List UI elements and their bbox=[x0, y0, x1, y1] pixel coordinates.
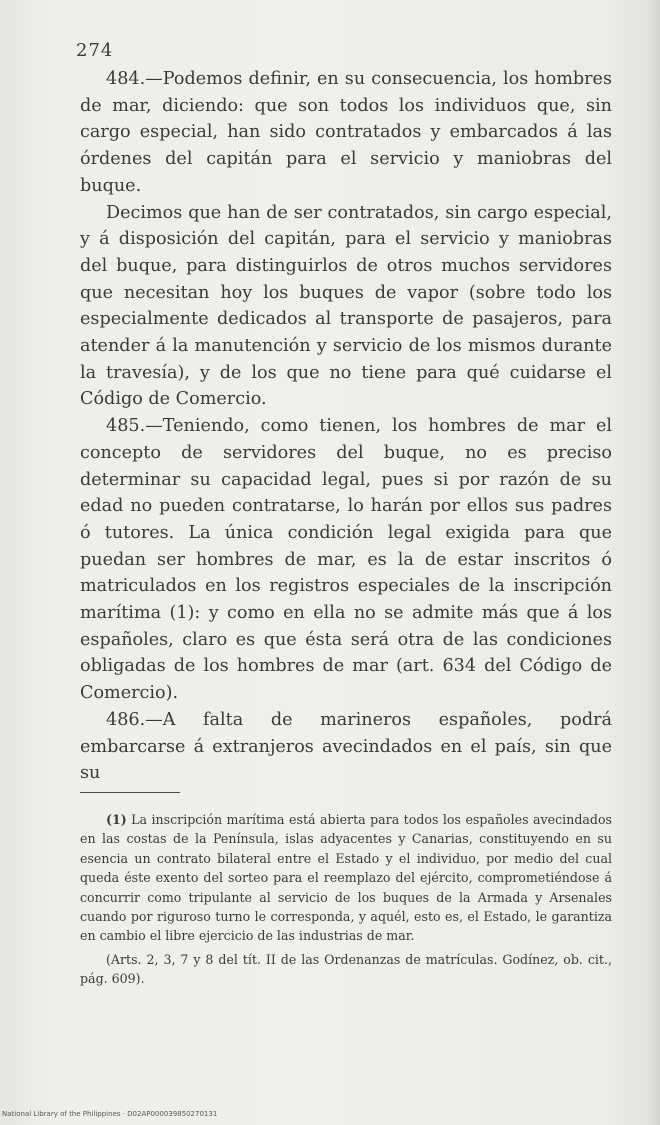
footnote-reference: (Arts. 2, 3, 7 y 8 del tít. II de las Ordenanzas de matrículas. Godínez, ob. cit., pág. 609). bbox=[80, 951, 612, 987]
footnote-divider bbox=[80, 792, 180, 793]
page-number: 274 bbox=[76, 40, 114, 61]
footnote-body bbox=[80, 810, 612, 946]
library-credit: National Library of the Philippines · D02AP000039850270131 bbox=[2, 1110, 218, 1118]
footnote-marker: (1) bbox=[106, 812, 127, 827]
paragraph-484: 484.—Podemos definir, en su consecuencia, los hombres de mar, diciendo: que son todos los individuos que, sin cargo especial, han sido contratados y embarcados á las órdenes del capitán para el servicio y maniobras del buque. bbox=[80, 69, 612, 196]
paragraph-486: 486.—A falta de marineros españoles, podrá embarcarse á extranjeros avecindados en el país, sin que su bbox=[80, 709, 612, 784]
paragraph-485: 485.—Teniendo, como tienen, los hombres de mar el concepto de servidores del buque, no es preciso determinar su capacidad legal, pues si por razón de su edad no pueden contratarse, lo harán por ellos sus padres ó tutores. La única condición legal exigida para que puedan ser hombres de mar, es la de estar inscritos ó matriculados en los registros especiales de la inscripción marítima (1): y como en ella no se admite más que á los españoles, claro es que ésta será otra de las condiciones obligadas de los hombres de mar (art. 634 del Código de Comercio). bbox=[80, 416, 612, 704]
paragraph-decimos: Decimos que han de ser contratados, sin cargo especial, y á disposición del capitán, para el servicio y maniobras del buque, para distinguirlos de otros muchos servidores que necesitan hoy los buques de vapor (sobre todo los especialmente dedicados al transporte de pasajeros, para atender á la manutención y servicio de los mismos durante la travesía), y de los que no tiene para qué cuidarse el Código de Comercio. bbox=[80, 202, 612, 410]
footnote-text: La inscripción marítima está abierta para todos los españoles avecindados en las costas de la Península, islas adyacentes y Canarias, constituyendo en su esencia un contrato bilateral entre el Estado y el individuo, por medio del cual queda éste exento del sorteo para el reemplazo del ejército, comprometiéndose á concurrir como tripulante al servicio de los buques de la Armada y Arsenales cuando por riguroso turno le corresponda, y aquél, esto es, el Estado, le garantiza en cambio el libre ejercicio de las industrias de mar. bbox=[80, 812, 612, 944]
body-text bbox=[80, 66, 612, 787]
footnote bbox=[80, 810, 612, 989]
page-edge-shadow bbox=[646, 0, 660, 1125]
